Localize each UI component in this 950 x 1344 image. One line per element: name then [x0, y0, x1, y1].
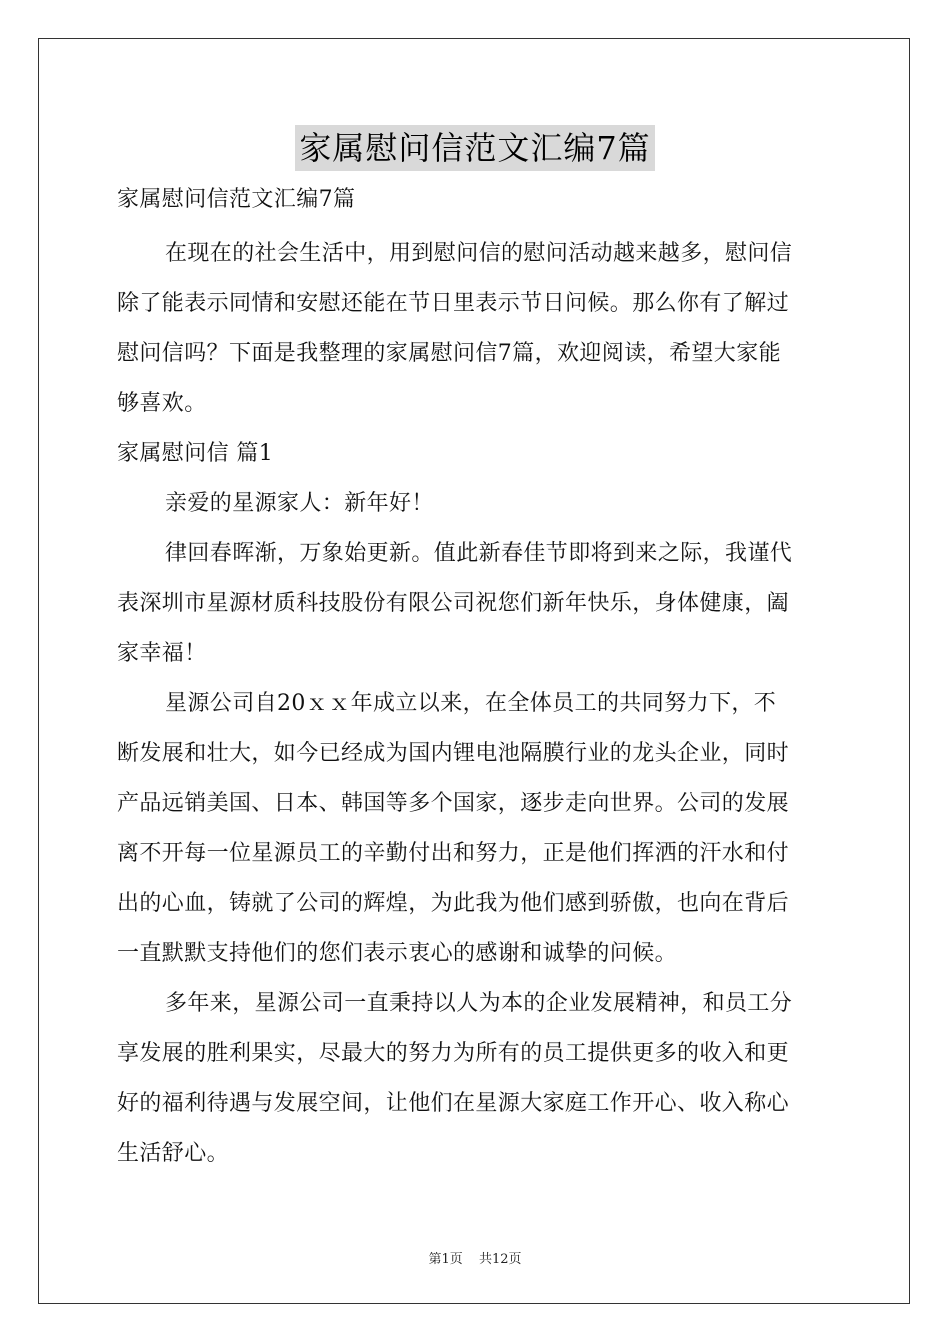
paragraph-line: 产品远销美国、日本、韩国等多个国家，逐步走向世界。公司的发展 [117, 791, 790, 816]
title-container [0, 125, 950, 171]
paragraph-line: 享发展的胜利果实，尽最大的努力为所有的员工提供更多的收入和更 [117, 1041, 790, 1066]
paragraph-line: 一直默默支持他们的您们表示衷心的感谢和诚挚的问候。 [117, 941, 678, 966]
section-heading: 家属慰问信 篇1 [117, 441, 274, 466]
paragraph-line: 律回春晖渐，万象始更新。值此新春佳节即将到来之际，我谨代 [165, 541, 793, 566]
page-number: 第1页 [428, 1252, 463, 1267]
document-subtitle: 家属慰问信范文汇编7篇 [117, 187, 356, 212]
document-title: 家属慰问信范文汇编7篇 [295, 125, 654, 171]
intro-line: 够喜欢。 [117, 391, 207, 416]
paragraph-line: 生活舒心。 [117, 1141, 230, 1166]
intro-line: 除了能表示同情和安慰还能在节日里表示节日问候。那么你有了解过 [117, 291, 790, 316]
paragraph-line: 星源公司自20ｘｘ年成立以来，在全体员工的共同努力下，不 [165, 691, 777, 716]
document-body [117, 177, 833, 1179]
paragraph-line: 表深圳市星源材质科技股份有限公司祝您们新年快乐，身体健康，阖 [117, 591, 790, 616]
paragraph-line: 断发展和壮大，如今已经成为国内锂电池隔膜行业的龙头企业，同时 [117, 741, 790, 766]
page-footer [0, 1248, 950, 1267]
intro-line: 慰问信吗？下面是我整理的家属慰问信7篇，欢迎阅读，希望大家能 [117, 341, 781, 366]
intro-line: 在现在的社会生活中，用到慰问信的慰问活动越来越多，慰问信 [165, 241, 793, 266]
greeting-line: 亲爱的星源家人：新年好！ [165, 491, 434, 516]
paragraph-line: 家幸福！ [117, 641, 207, 666]
page-total: 共12页 [478, 1252, 522, 1267]
paragraph-line: 多年来，星源公司一直秉持以人为本的企业发展精神，和员工分 [165, 991, 793, 1016]
paragraph-line: 离不开每一位星源员工的辛勤付出和努力，正是他们挥洒的汗水和付 [117, 841, 790, 866]
paragraph-line: 好的福利待遇与发展空间，让他们在星源大家庭工作开心、收入称心 [117, 1091, 790, 1116]
paragraph-line: 出的心血，铸就了公司的辉煌，为此我为他们感到骄傲，也向在背后 [117, 891, 790, 916]
